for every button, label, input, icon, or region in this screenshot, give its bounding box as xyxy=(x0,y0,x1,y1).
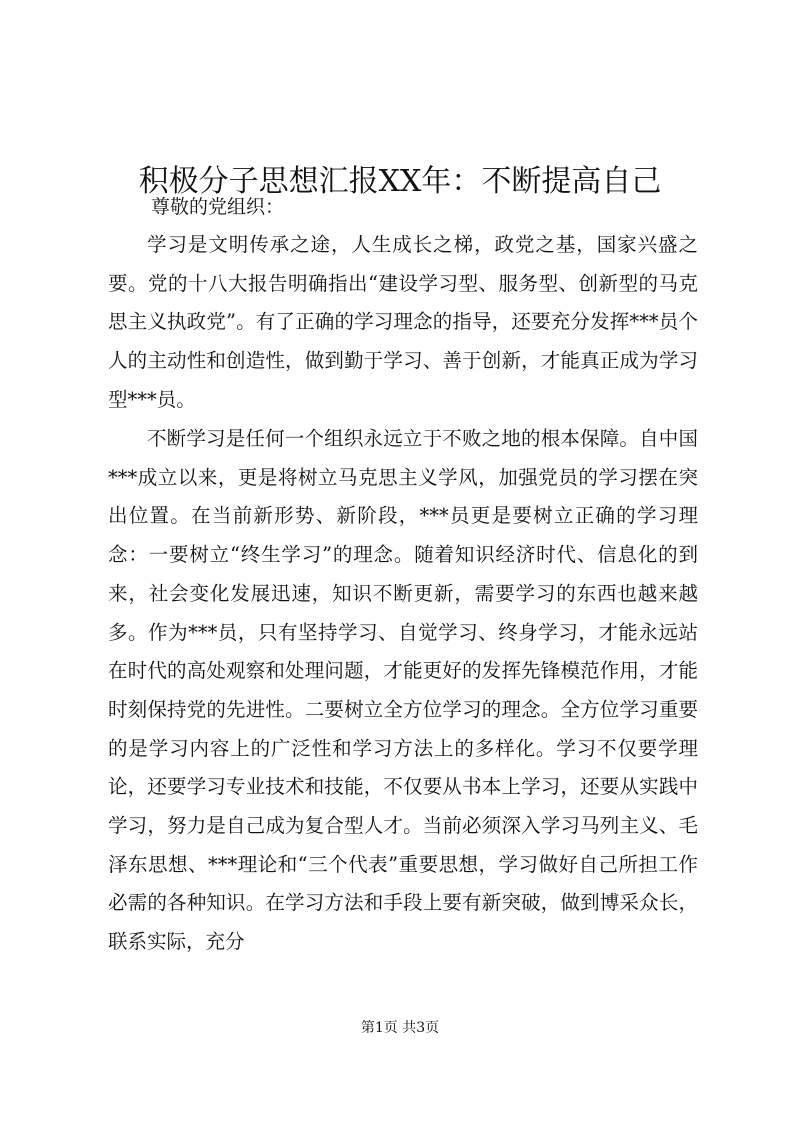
body-paragraph-1: 学习是文明传承之途，人生成长之梯，政党之基，国家兴盛之要。党的十八大报告明确指出“建设学习型、服务型、创新型的马克思主义执政党”。有了正确的学习理念的指导，还要充分发挥***员个人的主动性和创造性，做到勤于学习、善于创新，才能真正成为学习型***员。 xyxy=(108,233,698,411)
document-title: 积极分子思想汇报XX年：不断提高自己 xyxy=(138,164,662,200)
page-footer: 第1页 共3页 xyxy=(360,1020,440,1036)
body-paragraph-2: 不断学习是任何一个组织永远立于不败之地的根本保障。自中国***成立以来，更是将树立马克思主义学风，加强党员的学习摆在突出位置。在当前新形势、新阶段，***员更是要树立正确的学习理念：一要树立“终生学习”的理念。随着知识经济时代、信息化的到来，社会变化发展迅速，知识不断更新，需要学习的东西也越来越多。作为***员，只有坚持学习、自觉学习、终身学习，才能永远站在时代的高处观察和处理问题，才能更好的发挥先锋模范作用，才能时刻保持党的先进性。二要树立全方位学习的理念。全方位学习重要的是学习内容上的广泛性和学习方法上的多样化。学习不仅要学理论，还要学习专业技术和技能，不仅要从书本上学习，还要从实践中学习，努力是自己成为复合型人才。当前必须深入学习马列主义、毛泽东思想、***理论和“三个代表”重要思想，学习做好自己所担工作必需的各种知识。在学习方法和手段上要有新突破，做到博采众长，联系实际，充分 xyxy=(108,427,698,954)
salutation: 尊敬的党组织： xyxy=(151,196,285,218)
